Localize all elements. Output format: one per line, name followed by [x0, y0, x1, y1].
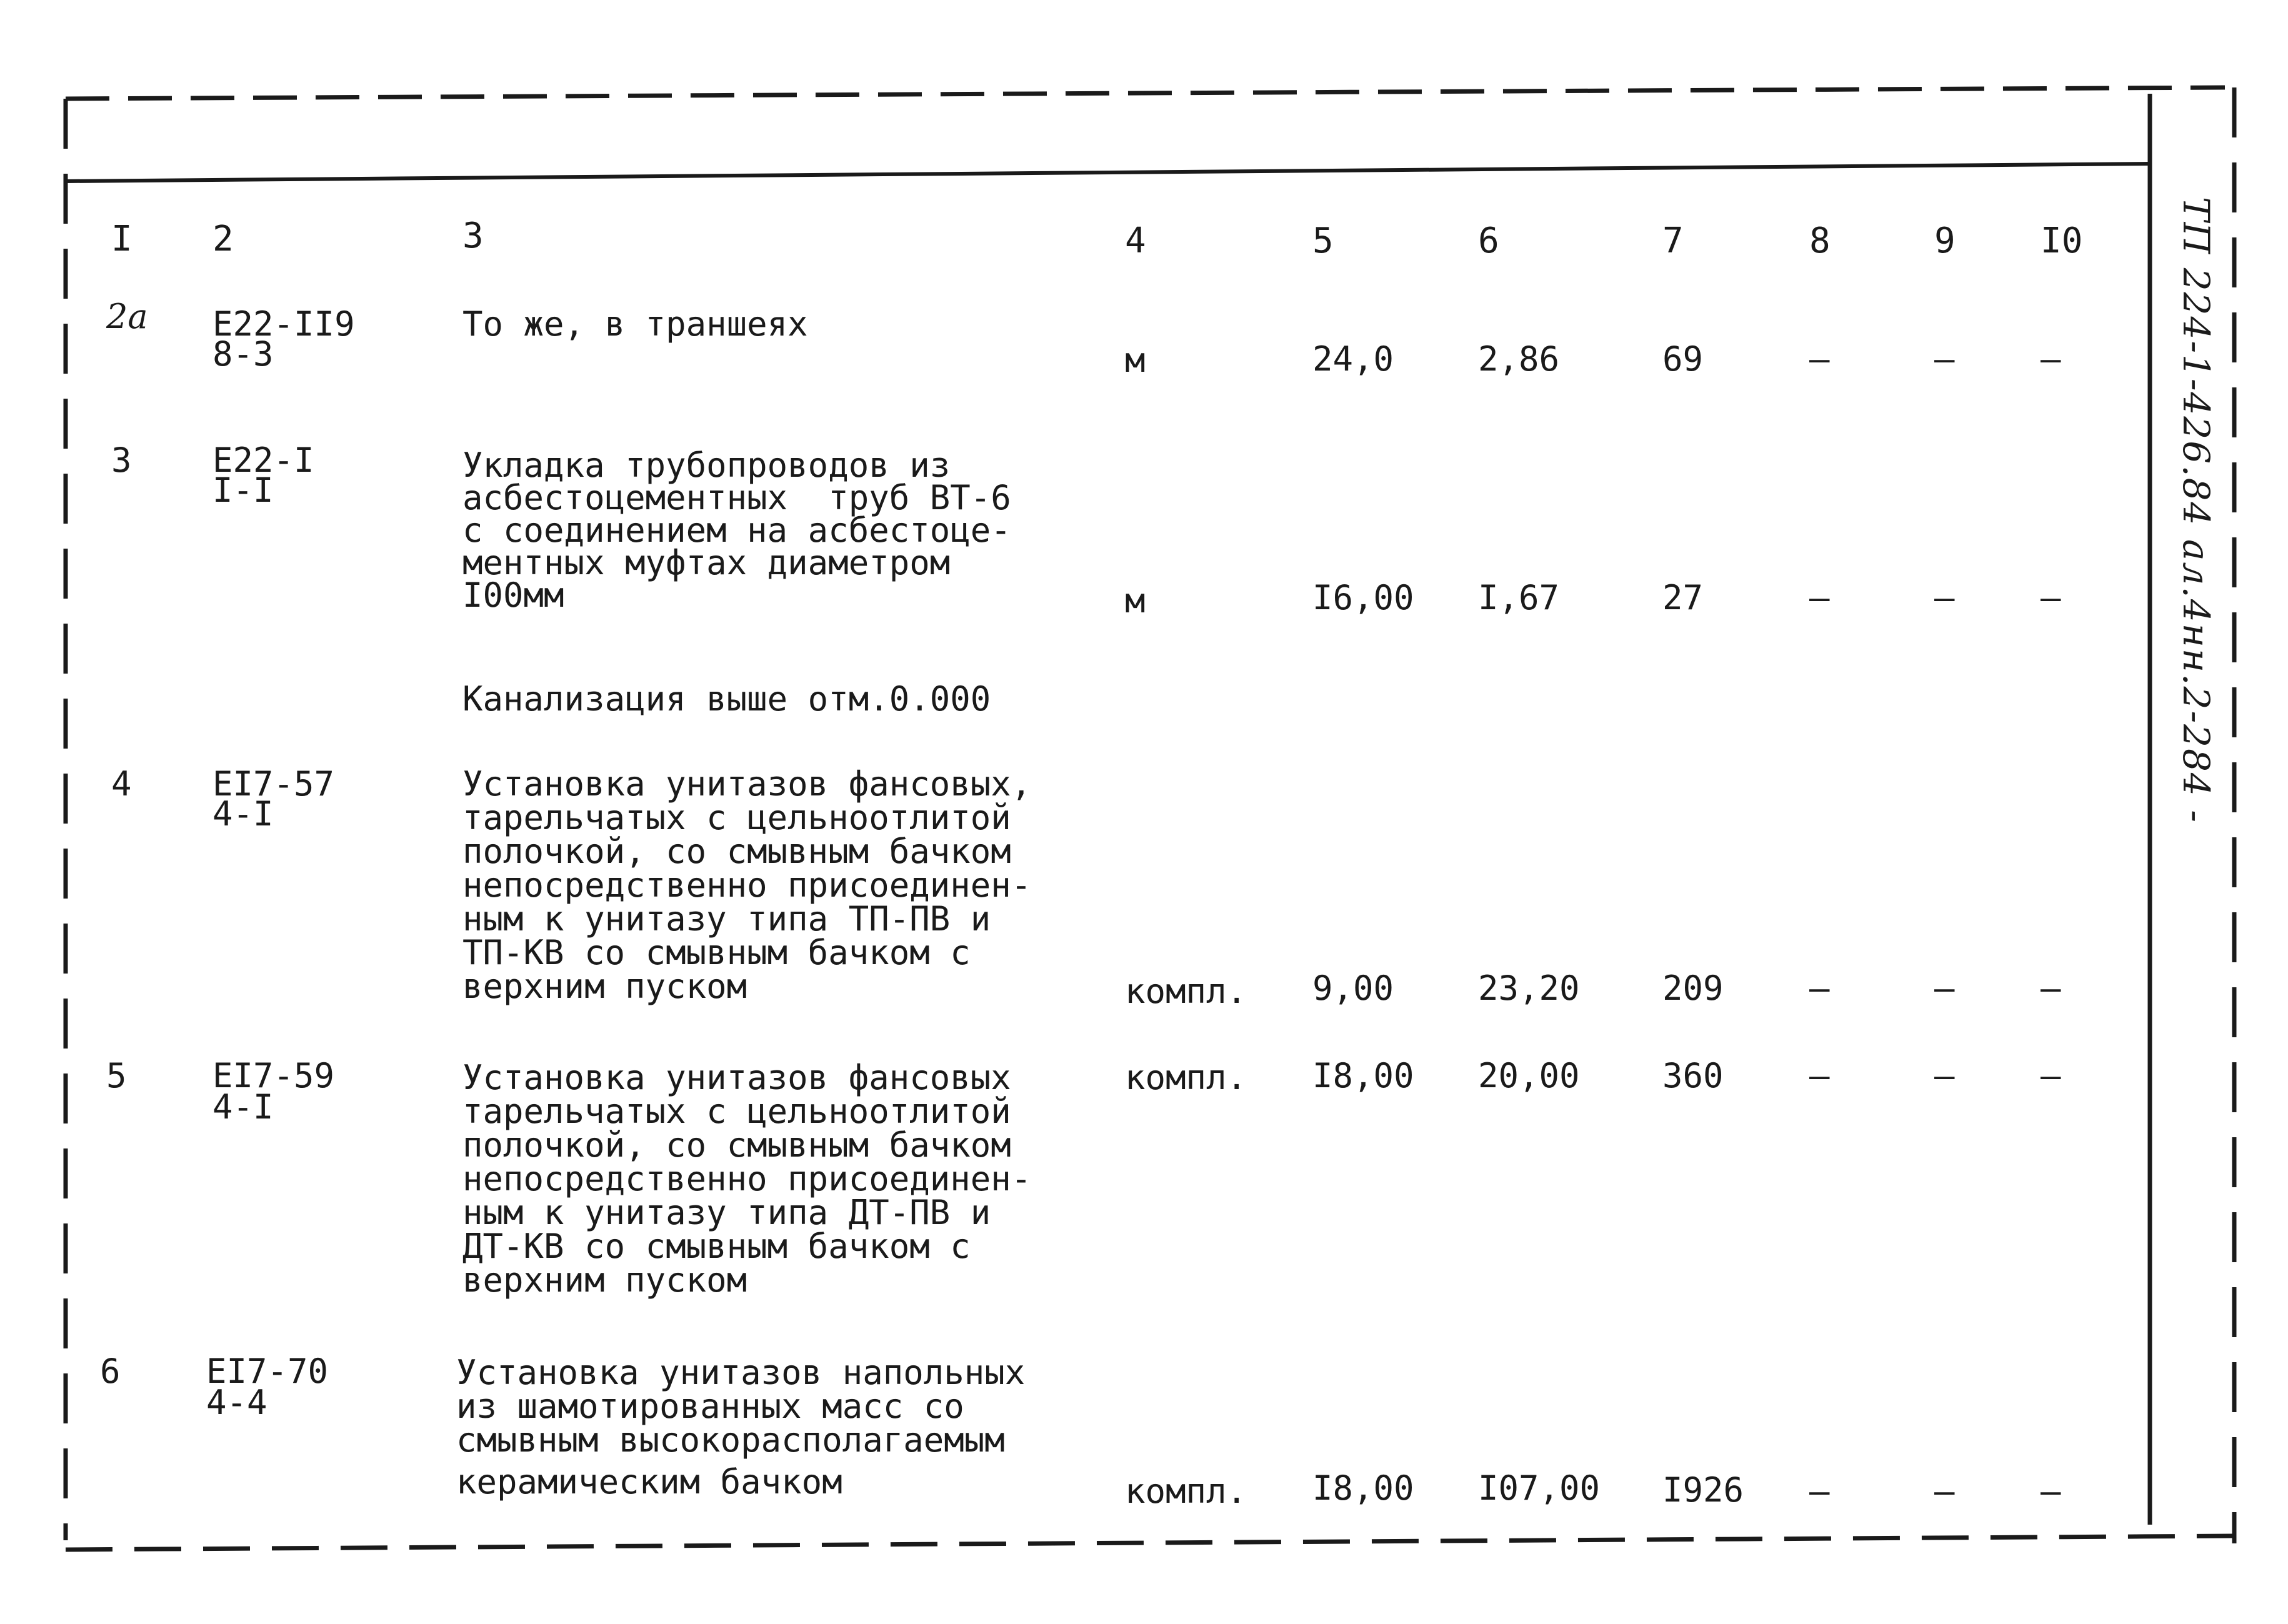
- row-description-line: тарельчатых с цельноотлитой: [462, 1092, 1011, 1131]
- header-col-8: 8: [1809, 221, 1831, 261]
- row-description-line: верхним пуском: [462, 1260, 747, 1300]
- row-number: 6: [100, 1352, 121, 1391]
- row-description-line: Укладка трубопроводов из: [462, 446, 951, 485]
- row-unit: компл.: [1125, 972, 1247, 1011]
- row-unit: м: [1125, 341, 1146, 380]
- header-col-5: 5: [1312, 221, 1334, 261]
- row-col7: 360: [1662, 1056, 1724, 1095]
- row-description-line: Установка унитазов фансовых: [462, 1058, 1011, 1097]
- row-code-line: 4-I: [212, 794, 274, 834]
- row-description-line: ДТ-КВ со смывным бачком с: [462, 1227, 971, 1266]
- row-col8: –: [1809, 1056, 1830, 1095]
- row-unit: компл.: [1125, 1472, 1247, 1511]
- row-number: 3: [111, 441, 132, 480]
- row-description-line: То же, в траншеях: [462, 304, 808, 344]
- header-col-7: 7: [1662, 221, 1684, 261]
- header-col-9: 9: [1934, 221, 1956, 261]
- row-description-line: полочкой, со смывным бачком: [462, 1125, 1011, 1165]
- row-code-line: ЕI7-57: [212, 764, 335, 804]
- header-col-6: 6: [1478, 221, 1499, 261]
- row-description-line: ТП-КВ со смывным бачком с: [462, 933, 971, 972]
- row-col8: –: [1809, 578, 1830, 617]
- row-description-line: асбестоцементных труб ВТ-6: [462, 478, 1011, 517]
- row-code-line: 8-3: [212, 334, 274, 374]
- row-col6: 20,00: [1478, 1056, 1580, 1095]
- row-code-line: ЕI7-70: [206, 1352, 329, 1391]
- row-code-line: 4-4: [206, 1383, 267, 1422]
- row-col9: –: [1934, 1472, 1955, 1511]
- header-col-4: 4: [1125, 221, 1146, 261]
- row-number: 4: [111, 764, 132, 804]
- row-col8: –: [1809, 339, 1830, 379]
- row-col8: –: [1809, 1472, 1830, 1511]
- row-description-line: непосредственно присоединен-: [462, 1159, 1032, 1198]
- row-col10: –: [2041, 1056, 2061, 1095]
- row-col10: –: [2041, 339, 2061, 379]
- row-col9: –: [1934, 578, 1955, 617]
- row-unit: компл.: [1125, 1058, 1247, 1097]
- row-col8: –: [1809, 969, 1830, 1008]
- row-col10: –: [2041, 1472, 2061, 1511]
- row-col5: I8,00: [1312, 1468, 1414, 1508]
- header-col-1: I: [111, 219, 132, 259]
- row-description-line: из шамотированных масс со: [456, 1387, 964, 1426]
- row-description-line: Установка унитазов фансовых,: [462, 764, 1032, 804]
- row-description-line: ным к унитазу типа ДТ-ПВ и: [462, 1193, 991, 1232]
- row-code-line: Е22-II9: [212, 304, 355, 344]
- row-description-line: Установка унитазов напольных: [456, 1353, 1026, 1392]
- header-col-2: 2: [212, 219, 234, 259]
- row-col7: 27: [1662, 578, 1704, 617]
- row-description-line: непосредственно присоединен-: [462, 865, 1032, 905]
- row-description-line: тарельчатых с цельноотлитой: [462, 798, 1011, 837]
- row-number: 5: [106, 1056, 127, 1095]
- row-description-line: с соединением на асбестоце-: [462, 511, 1011, 550]
- row-unit: м: [1125, 581, 1146, 620]
- row-col5: 9,00: [1312, 969, 1394, 1008]
- row-col10: –: [2041, 578, 2061, 617]
- row-col9: –: [1934, 1056, 1955, 1095]
- section-heading: Канализация выше отм.0.000: [462, 679, 991, 719]
- row-col6: I,67: [1478, 578, 1560, 617]
- row-col7: 209: [1662, 969, 1724, 1008]
- row-col7: I926: [1662, 1470, 1744, 1510]
- row-col5: 24,0: [1312, 339, 1394, 379]
- row-col10: –: [2041, 969, 2061, 1008]
- row-col6: I07,00: [1478, 1468, 1601, 1508]
- document-code-vertical: ТП 224-1-426.84 ал.4нн.2-284 -: [2175, 197, 2217, 824]
- header-col-3: 3: [462, 216, 484, 256]
- row-code-line: I-I: [212, 471, 274, 510]
- row-description-line: I00мм: [462, 575, 564, 615]
- row-description-line: ментных муфтах диаметром: [462, 543, 951, 582]
- row-col9: –: [1934, 339, 1955, 379]
- header-col-10: I0: [2041, 221, 2083, 261]
- row-description-line: керамическим бачком: [456, 1462, 842, 1502]
- row-description-line: полочкой, со смывным бачком: [462, 832, 1011, 871]
- row-description-line: верхним пуском: [462, 967, 747, 1006]
- row-col9: –: [1934, 969, 1955, 1008]
- row-col6: 23,20: [1478, 969, 1580, 1008]
- row-number: 2а: [106, 297, 148, 336]
- row-col5: I8,00: [1312, 1056, 1414, 1095]
- row-code-line: Е22-I: [212, 441, 314, 480]
- row-col7: 69: [1662, 339, 1704, 379]
- row-col5: I6,00: [1312, 578, 1414, 617]
- row-code-line: ЕI7-59: [212, 1056, 335, 1095]
- row-description-line: ным к унитазу типа ТП-ПВ и: [462, 899, 991, 939]
- row-code-line: 4-I: [212, 1087, 274, 1127]
- row-description-line: смывным высокорасполагаемым: [456, 1420, 1005, 1460]
- row-col6: 2,86: [1478, 339, 1560, 379]
